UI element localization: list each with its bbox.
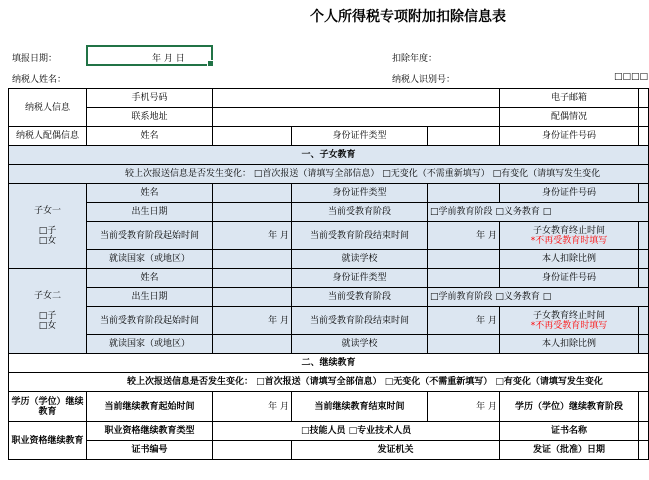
fill-handle[interactable] (207, 60, 214, 67)
degree-edu-label: 学历（学位）继续教育 (9, 392, 87, 422)
child2-block (9, 269, 87, 354)
child2-school-input[interactable] (428, 335, 500, 354)
spouse-id-number-label: 身份证件号码 (500, 127, 639, 146)
fill-date-cell[interactable] (86, 45, 213, 66)
child1-id-number-label: 身份证件号码 (500, 184, 639, 203)
email-input[interactable] (639, 89, 649, 108)
child2-end-input[interactable]: 年 月 (428, 307, 500, 335)
child2-start-input[interactable]: 年 月 (213, 307, 292, 335)
child2-start-label: 当前受教育阶段起始时间 (87, 307, 213, 335)
continuing-change-status[interactable]: 较上次报送信息是否发生变化： □首次报送（请填写全部信息） □无变化（不需重新填写） □有变化（请填写发生变化 (9, 373, 649, 392)
child2-end-label: 当前受教育阶段结束时间 (292, 307, 428, 335)
taxpayer-name-label: 纳税人姓名： (12, 75, 67, 85)
child2-id-type-label: 身份证件类型 (292, 269, 428, 288)
child1-start-label: 当前受教育阶段起始时间 (87, 222, 213, 250)
spouse-info-label: 纳税人配偶信息 (9, 127, 87, 146)
phone-input[interactable] (213, 89, 500, 108)
child1-country-input[interactable] (213, 250, 292, 269)
degree-start-label: 当前继续教育起始时间 (87, 392, 213, 422)
spouse-status-label: 配偶情况 (500, 108, 639, 127)
child1-school-label: 就读学校 (292, 250, 428, 269)
spouse-id-type-input[interactable] (428, 127, 500, 146)
child1-end-input[interactable]: 年 月 (428, 222, 500, 250)
child2-stage-options[interactable]: □学前教育阶段 □义务教育 □ (428, 288, 649, 307)
child2-ratio-label: 本人扣除比例 (500, 335, 639, 354)
degree-end-input[interactable]: 年 月 (428, 392, 500, 422)
child2-name-input[interactable] (213, 269, 292, 288)
taxpayer-info-label: 纳税人信息 (9, 89, 87, 127)
child1-id-number-input[interactable] (639, 184, 649, 203)
child2-stop-cell (500, 307, 639, 335)
child1-ratio-input[interactable] (639, 250, 649, 269)
child2-school-label: 就读学校 (292, 335, 428, 354)
fill-date-value: 年 月 日 (152, 54, 185, 64)
qual-edu-label: 职业资格继续教育 (9, 422, 87, 460)
child1-son-checkbox[interactable]: □子 (38, 226, 57, 236)
cert-name-label: 证书名称 (500, 422, 639, 441)
qual-type-options[interactable]: □技能人员 □专业技术人员 (213, 422, 500, 441)
child1-birth-label: 出生日期 (87, 203, 213, 222)
child1-ratio-label: 本人扣除比例 (500, 250, 639, 269)
child2-stop-label: 子女教育终止时间 (533, 310, 606, 321)
child1-end-label: 当前受教育阶段结束时间 (292, 222, 428, 250)
child2-ratio-input[interactable] (639, 335, 649, 354)
child1-birth-input[interactable] (213, 203, 292, 222)
children-section-title: 一、子女教育 (9, 146, 649, 165)
degree-end-label: 当前继续教育结束时间 (292, 392, 428, 422)
degree-stage-input[interactable] (639, 392, 649, 422)
address-input[interactable] (213, 108, 500, 127)
spouse-status-input[interactable] (639, 108, 649, 127)
phone-label: 手机号码 (87, 89, 213, 108)
issue-date-input[interactable] (639, 441, 649, 460)
issuer-label: 发证机关 (292, 441, 500, 460)
child2-name-label: 姓名 (87, 269, 213, 288)
fill-date-label: 填报日期： (12, 54, 58, 64)
child2-son-checkbox[interactable]: □子 (38, 311, 57, 321)
child1-stop-cell (500, 222, 639, 250)
address-label: 联系地址 (87, 108, 213, 127)
child2-stage-label: 当前受教育阶段 (292, 288, 428, 307)
child2-id-number-label: 身份证件号码 (500, 269, 639, 288)
child1-stop-note: *不再受教育时填写 (530, 235, 608, 246)
child2-label: 子女二 (33, 291, 61, 301)
child2-country-input[interactable] (213, 335, 292, 354)
spouse-id-type-label: 身份证件类型 (292, 127, 428, 146)
child2-stop-input[interactable] (639, 307, 649, 335)
spouse-name-input[interactable] (213, 127, 292, 146)
deduct-year-label: 扣除年度： (392, 54, 438, 64)
spouse-name-label: 姓名 (87, 127, 213, 146)
child1-country-label: 就读国家（或地区） (87, 250, 213, 269)
child2-id-number-input[interactable] (639, 269, 649, 288)
child1-stage-label: 当前受教育阶段 (292, 203, 428, 222)
issue-date-label: 发证（批准）日期 (500, 441, 639, 460)
child1-stop-label: 子女教育终止时间 (533, 225, 606, 236)
taxpayer-id-boxes: □□□□ (614, 72, 649, 82)
deduction-form-table (8, 88, 649, 460)
child1-start-input[interactable]: 年 月 (213, 222, 292, 250)
degree-start-input[interactable]: 年 月 (213, 392, 292, 422)
child1-daughter-checkbox[interactable]: □女 (38, 236, 57, 246)
degree-stage-label: 学历（学位）继续教育阶段 (500, 392, 639, 422)
child2-country-label: 就读国家（或地区） (87, 335, 213, 354)
spouse-id-number-input[interactable] (639, 127, 649, 146)
qual-type-label: 职业资格继续教育类型 (87, 422, 213, 441)
child2-daughter-checkbox[interactable]: □女 (38, 321, 57, 331)
taxpayer-id-label: 纳税人识别号： (392, 75, 456, 85)
child2-birth-label: 出生日期 (87, 288, 213, 307)
child1-label: 子女一 (33, 206, 61, 216)
child1-school-input[interactable] (428, 250, 500, 269)
cert-name-input[interactable] (639, 422, 649, 441)
child2-birth-input[interactable] (213, 288, 292, 307)
cert-no-input[interactable] (213, 441, 292, 460)
children-change-status[interactable]: 较上次报送信息是否发生变化： □首次报送（请填写全部信息） □无变化（不需重新填写） □有变化（请填写发生变化 (9, 165, 649, 184)
cert-no-label: 证书编号 (87, 441, 213, 460)
child1-name-label: 姓名 (87, 184, 213, 203)
continuing-section-title: 二、继续教育 (9, 354, 649, 373)
child1-id-type-input[interactable] (428, 184, 500, 203)
child1-block (9, 184, 87, 269)
form-title: 个人所得税专项附加扣除信息表 (310, 9, 506, 25)
child1-stop-input[interactable] (639, 222, 649, 250)
child1-name-input[interactable] (213, 184, 292, 203)
email-label: 电子邮箱 (500, 89, 639, 108)
child2-stop-note: *不再受教育时填写 (530, 320, 608, 331)
child1-stage-options[interactable]: □学前教育阶段 □义务教育 □ (428, 203, 649, 222)
child1-id-type-label: 身份证件类型 (292, 184, 428, 203)
child2-id-type-input[interactable] (428, 269, 500, 288)
